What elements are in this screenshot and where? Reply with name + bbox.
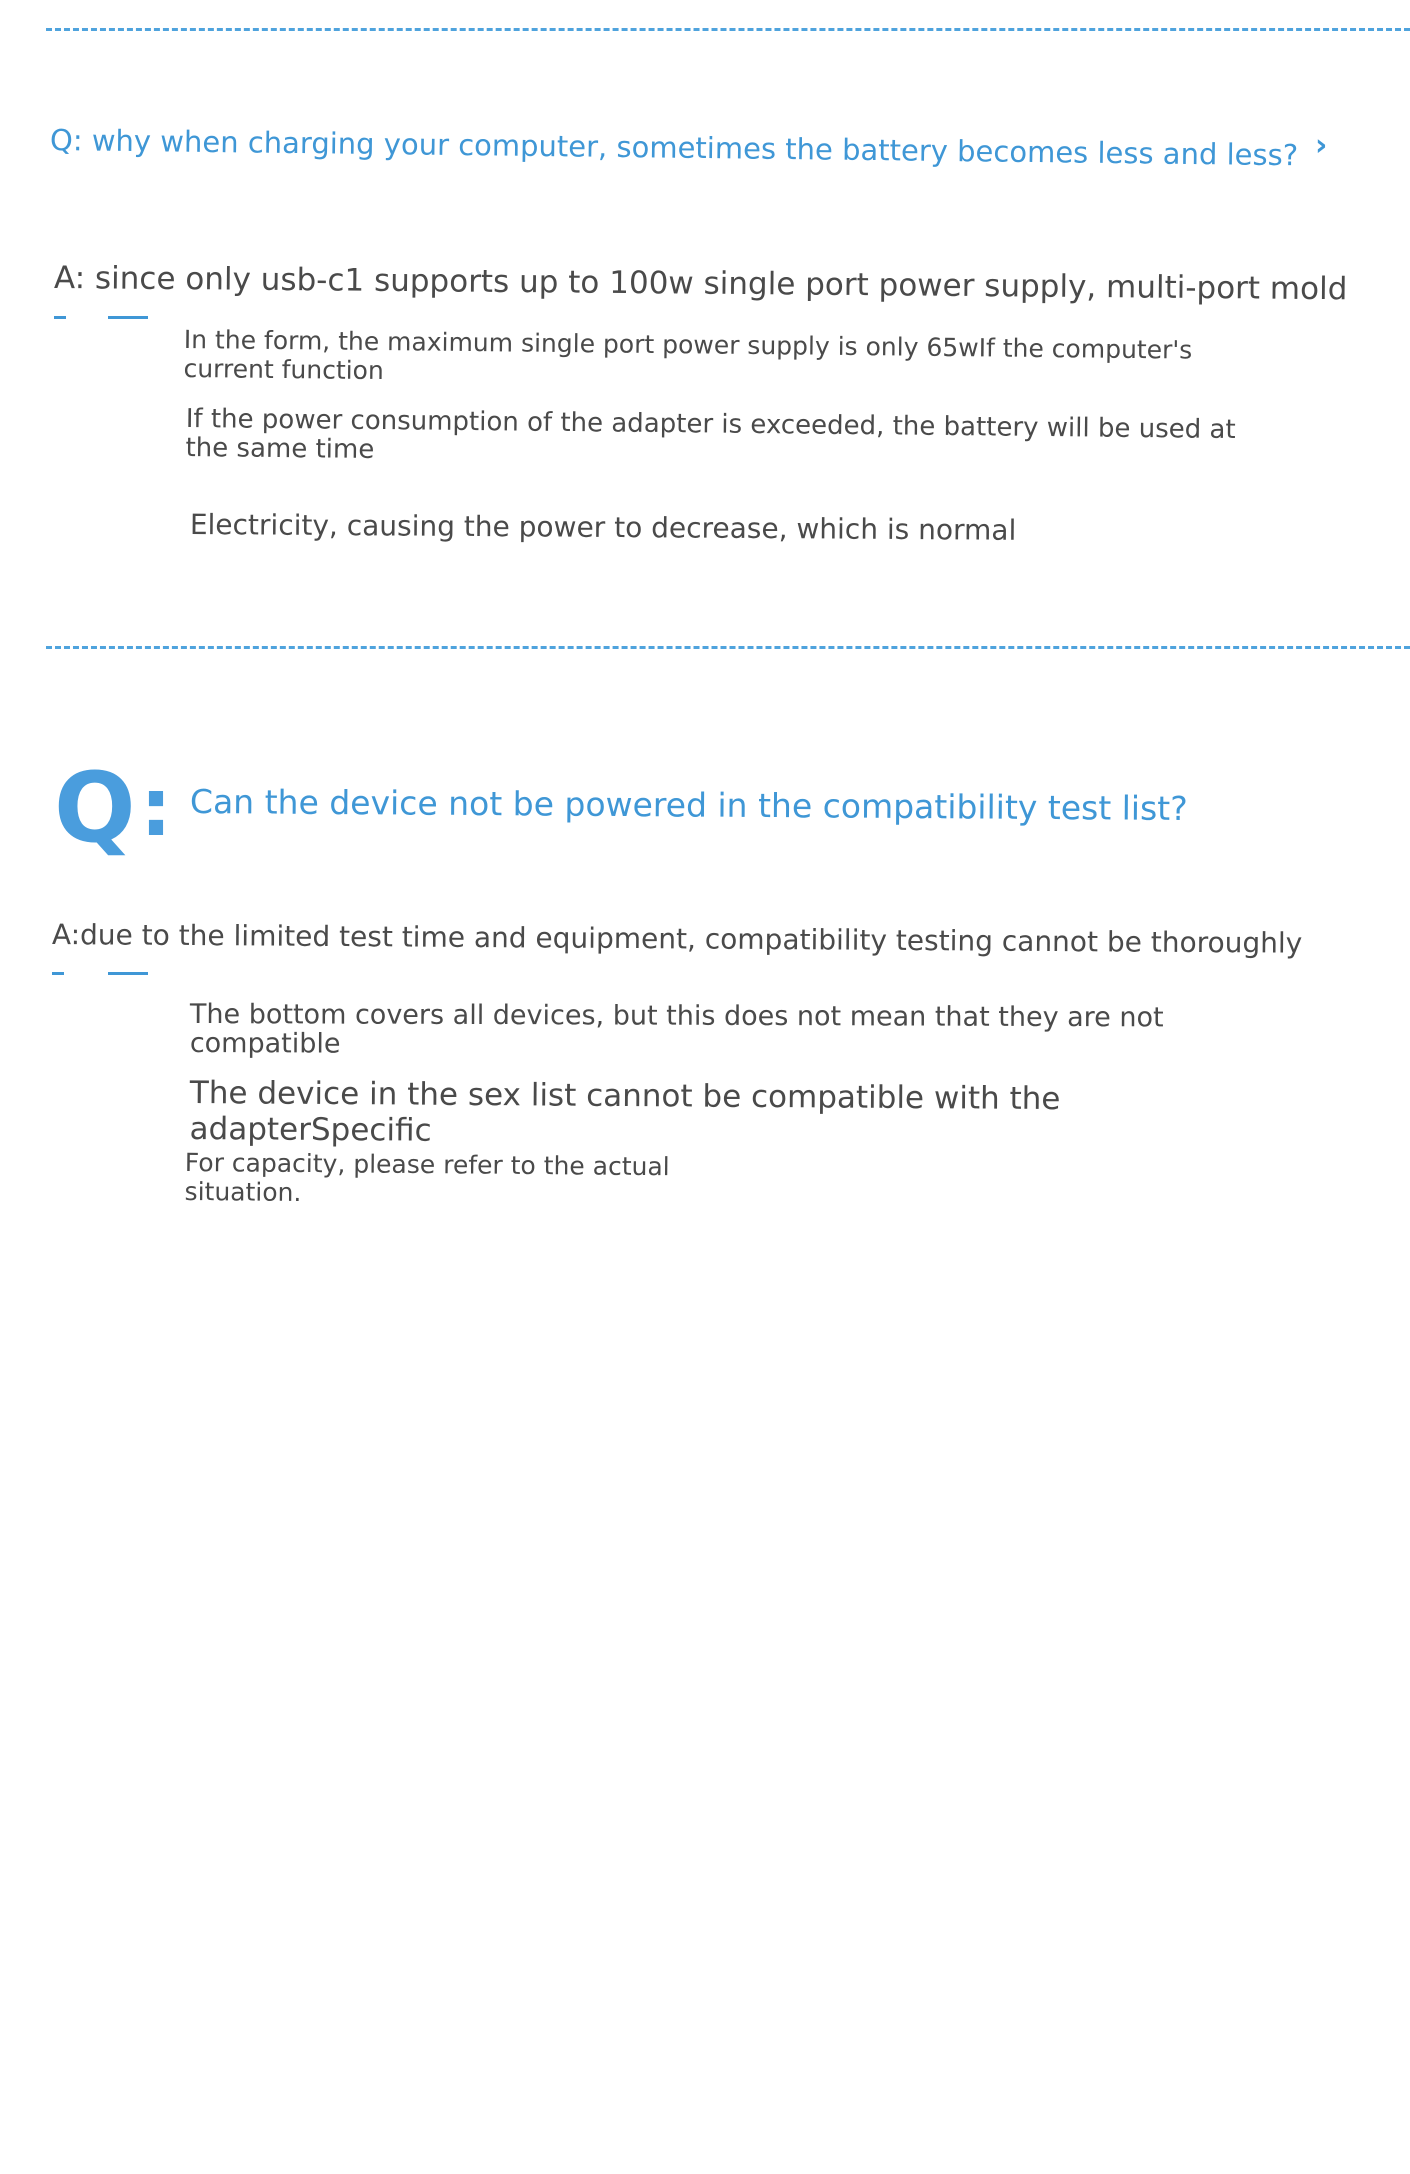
answer-line: The bottom covers all devices, but this does not mean that they are not compatible [189, 999, 1164, 1060]
answer-dash-mark [52, 972, 64, 975]
answer-lead-compatibility: A:due to the limited test time and equipment, compatibility testing cannot be thoroughly [51, 918, 1303, 960]
top-divider [46, 28, 1410, 31]
question-compatibility: Can the device not be powered in the compatibility test list? [189, 782, 1188, 828]
question-battery: Q: why when charging your computer, sometimes the battery becomes less and less? [49, 123, 1299, 173]
answer-dash-mark [108, 316, 148, 319]
section-divider [46, 646, 1410, 649]
answer-lead-battery: A: since only usb-c1 supports up to 100w single port power supply, multi-port mold [53, 260, 1348, 308]
question-mark-fragment: › [1315, 128, 1328, 163]
answer-dash-mark [108, 972, 148, 975]
q-badge-colon: : [140, 761, 172, 854]
answer-line: For capacity, please refer to the actual situation. [184, 1148, 670, 1208]
q-badge-letter: Q [54, 752, 136, 864]
answer-line: If the power consumption of the adapter is exceeded, the battery will be used at the same time [185, 404, 1236, 465]
answer-line: In the form, the maximum single port power supply is only 65wIf the computer's current function [183, 325, 1193, 386]
answer-line: The device in the sex list cannot be compatible with the adapterSpecific [189, 1075, 1061, 1149]
answer-line: Electricity, causing the power to decrease, which is normal [189, 508, 1017, 547]
answer-dash-mark [54, 316, 66, 319]
